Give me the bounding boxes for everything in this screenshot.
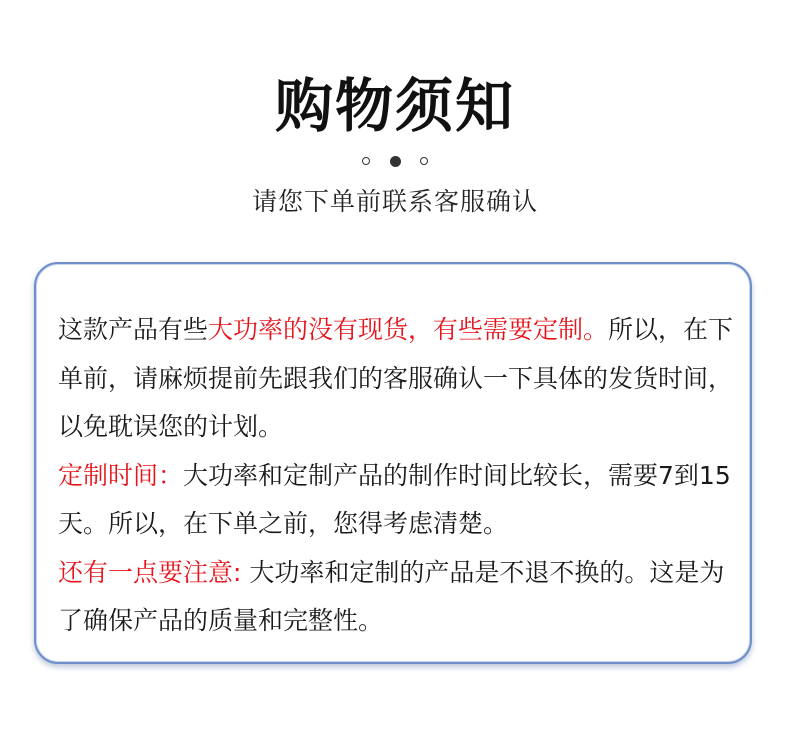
- dot-indicator: [362, 157, 370, 165]
- lead-time-label: 定制时间：: [58, 460, 184, 490]
- return-policy-text: 大功率和定制的产品是不退不换的。这是为了确保产品的质量和完整性。: [58, 557, 725, 635]
- notice-content: [58, 306, 748, 646]
- page-title: 购物须知: [274, 72, 515, 140]
- carousel-dots: [362, 154, 428, 168]
- dot-indicator: [420, 157, 428, 165]
- return-policy-label: 还有一点要注意:: [58, 557, 242, 587]
- stock-rest: 所以，在下单前，请麻烦提前先跟我们的客服确认一下具体的发货时间，以免耽误您的计划。: [58, 315, 734, 441]
- notice-paragraph-lead-time: [58, 452, 748, 549]
- notice-paragraph-stock: [58, 306, 748, 452]
- notice-paragraph-return-policy: [58, 549, 748, 646]
- stock-intro: 这款产品有些: [58, 315, 209, 344]
- dot-indicator-active: [390, 156, 401, 167]
- stock-highlight: 大功率的没有现货，有些需要定制。: [208, 315, 609, 344]
- page-subtitle: 请您下单前联系客服确认: [251, 187, 538, 216]
- lead-time-text: 大功率和定制产品的制作时间比较长，需要7到15天。所以，在下单之前，您得考虑清楚。: [58, 460, 731, 538]
